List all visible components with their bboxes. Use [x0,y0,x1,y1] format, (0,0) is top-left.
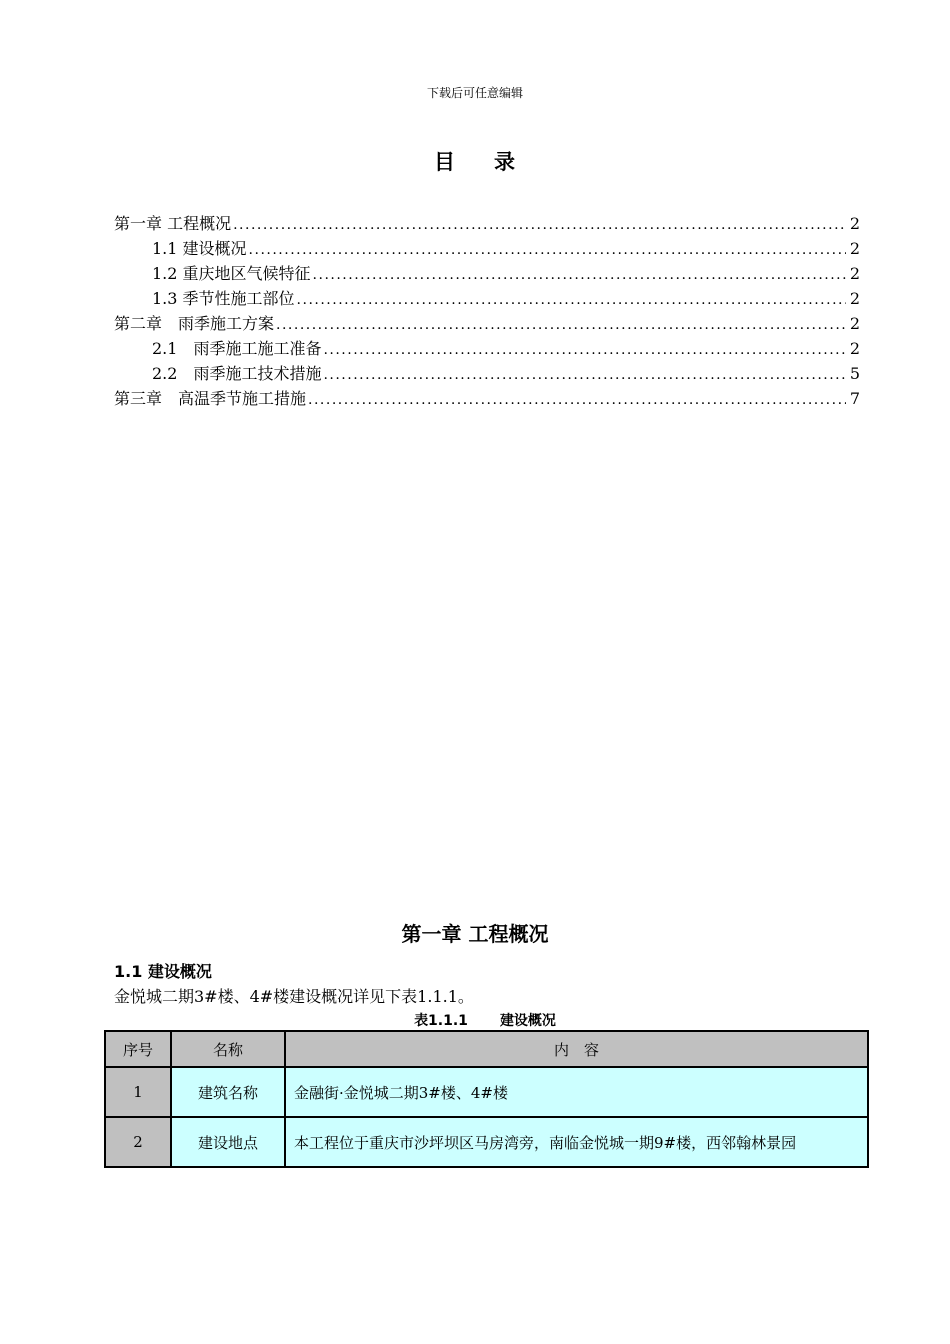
toc-entry-label: 2.1 雨季施工施工准备 [152,339,322,358]
header-note: 下载后可任意编辑 [426,86,523,100]
table-cell-number: 2 [105,1117,171,1167]
table-cell-content: 本工程位于重庆市沙坪坝区马房湾旁，南临金悦城一期9#楼，西邻翰林景园 [285,1117,868,1167]
toc-entry[interactable] [114,211,860,236]
toc-title [0,146,950,176]
toc-entry-label: 2.2 雨季施工技术措施 [152,364,322,383]
table-caption-title: 建设概况 [499,1013,556,1029]
table-row [105,1067,868,1117]
toc-entry[interactable] [114,286,860,311]
toc-entry-label: 1.2 重庆地区气候特征 [152,264,311,283]
table-header-row [105,1031,868,1067]
toc-leader-dots [249,238,846,261]
toc-title-left: 目 [434,150,456,174]
toc-entry-label: 第一章 工程概况 [114,214,232,233]
toc-entry[interactable] [114,311,860,336]
toc-entry-label: 1.1 建设概况 [152,239,247,258]
chapter-title: 第一章 工程概况 [401,922,549,946]
table-row [105,1117,868,1167]
column-header-content: 内 容 [285,1031,868,1067]
toc-entry-page: 2 [849,289,860,308]
toc-leader-dots [233,213,846,236]
toc-entry-label: 1.3 季节性施工部位 [152,289,295,308]
column-header-number: 序号 [105,1031,171,1067]
table-cell-name: 建筑名称 [171,1067,285,1117]
toc-entry-page: 7 [849,389,860,408]
toc-title-right: 录 [494,150,516,174]
overview-table [104,1030,869,1168]
table-caption [0,1010,950,1030]
toc-leader-dots [323,363,845,386]
toc-entry[interactable] [114,361,860,386]
toc-entry-page: 5 [849,364,860,383]
intro-paragraph: 金悦城二期3#楼、4#楼建设概况详见下表1.1.1。 [114,987,474,1006]
toc-entry-page: 2 [849,239,860,258]
toc-leader-dots [276,313,846,336]
toc-entry[interactable] [114,261,860,286]
toc-leader-dots [323,338,845,361]
toc-entry[interactable] [114,336,860,361]
toc-entry[interactable] [114,236,860,261]
table-cell-content: 金融街·金悦城二期3#楼、4#楼 [285,1067,868,1117]
table-cell-name: 建设地点 [171,1117,285,1167]
table-cell-number: 1 [105,1067,171,1117]
toc-entry-label: 第三章 高温季节施工措施 [114,389,307,408]
toc-entry-page: 2 [849,264,860,283]
table-of-contents [114,211,860,411]
toc-entry[interactable] [114,386,860,411]
toc-entry-page: 2 [849,214,860,233]
table-caption-number: 表1.1.1 [414,1013,468,1029]
toc-entry-page: 2 [849,339,860,358]
column-header-name: 名称 [171,1031,285,1067]
section-title: 1.1 建设概况 [114,962,212,981]
toc-leader-dots [297,288,846,311]
toc-leader-dots [308,388,846,411]
toc-entry-label: 第二章 雨季施工方案 [114,314,275,333]
toc-entry-page: 2 [849,314,860,333]
toc-leader-dots [313,263,846,286]
